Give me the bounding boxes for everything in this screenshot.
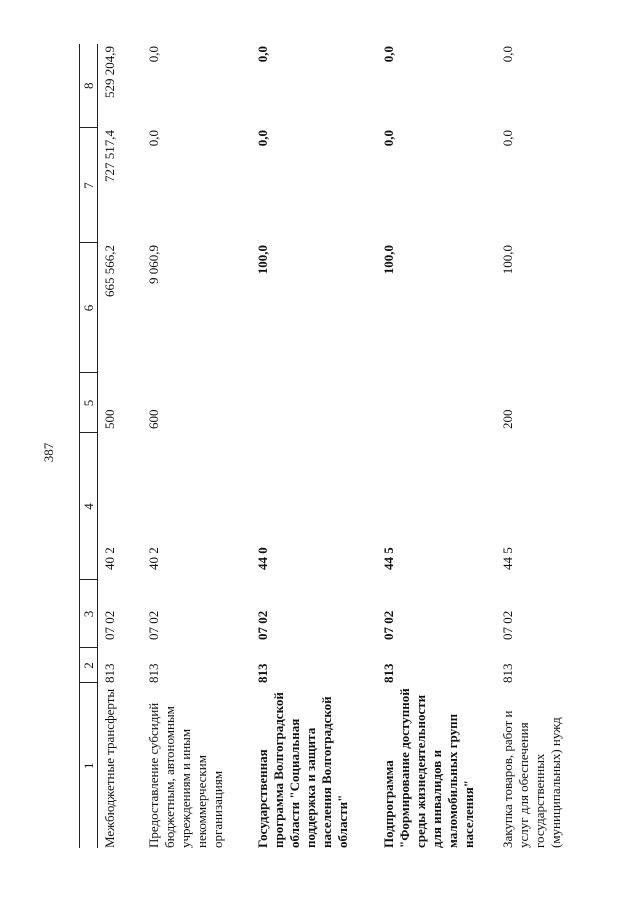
table-row (367, 44, 487, 848)
table-row (98, 44, 137, 848)
target-article: 44 5 (500, 547, 515, 570)
amount-col6: 9 060,9 (146, 245, 161, 284)
budget-table (79, 44, 590, 848)
amount-col8: 529 204,9 (102, 46, 117, 98)
section-code: 07 02 (255, 610, 270, 640)
row-name: Государственная программа Волгоградской области "Социальная поддержка и защита населения Волгоградской области" (255, 692, 350, 848)
expense-type (367, 373, 487, 433)
column-number: 5 (80, 373, 98, 433)
expense-type: 600 (146, 409, 161, 429)
table-row (240, 44, 367, 848)
amount-col8: 0,0 (381, 46, 396, 63)
amount-col8: 0,0 (255, 46, 270, 63)
column-number: 4 (80, 433, 98, 580)
column-number: 7 (80, 128, 98, 243)
expense-type: 500 (102, 409, 117, 429)
section-code: 07 02 (500, 610, 515, 640)
target-article: 40 2 (102, 547, 117, 570)
target-article: 40 2 (146, 547, 161, 570)
table-row (487, 44, 590, 848)
target-article: 44 5 (381, 547, 396, 570)
amount-col7: 0,0 (146, 130, 161, 147)
amount-col7: 0,0 (381, 130, 396, 147)
section-code: 07 02 (102, 610, 117, 640)
ministry-code: 813 (500, 663, 515, 683)
expense-type (240, 373, 367, 433)
amount-col7: 0,0 (255, 130, 270, 147)
page-number: 387 (41, 442, 56, 463)
column-number-row (80, 44, 98, 848)
expense-type: 200 (500, 409, 515, 429)
ministry-code: 813 (146, 663, 161, 683)
column-number: 6 (80, 243, 98, 373)
amount-col6: 100,0 (500, 245, 515, 275)
amount-col6: 100,0 (255, 245, 270, 275)
column-number: 2 (80, 648, 98, 683)
ministry-code: 813 (102, 663, 117, 683)
amount-col8: 0,0 (146, 46, 161, 63)
amount-col7: 727 517,4 (102, 130, 117, 182)
section-code: 07 02 (381, 610, 396, 640)
row-name: Предоставление субсидий бюджетным, автономным учреждениям и иным некоммерческим организациям (146, 702, 225, 848)
amount-col8: 0,0 (500, 46, 515, 63)
amount-col6: 100,0 (381, 245, 396, 275)
section-code: 07 02 (146, 610, 161, 640)
row-name: Закупка товаров, работ и услуг для обеспечения государственных (муниципальных) нужд (500, 710, 563, 848)
amount-col7: 0,0 (500, 130, 515, 147)
column-number: 1 (80, 683, 98, 848)
table-row (136, 44, 240, 848)
ministry-code: 813 (381, 663, 396, 683)
target-article: 44 0 (255, 547, 270, 570)
column-number: 3 (80, 580, 98, 648)
row-name: Подпрограмма "Формирование доступной среды жизнедеятельности для инвалидов и маломобильных групп населения" (381, 688, 476, 848)
column-number: 8 (80, 44, 98, 128)
row-name: Межбюджетные трансферты (102, 688, 117, 848)
ministry-code: 813 (255, 663, 270, 683)
amount-col6: 665 566,2 (102, 245, 117, 297)
